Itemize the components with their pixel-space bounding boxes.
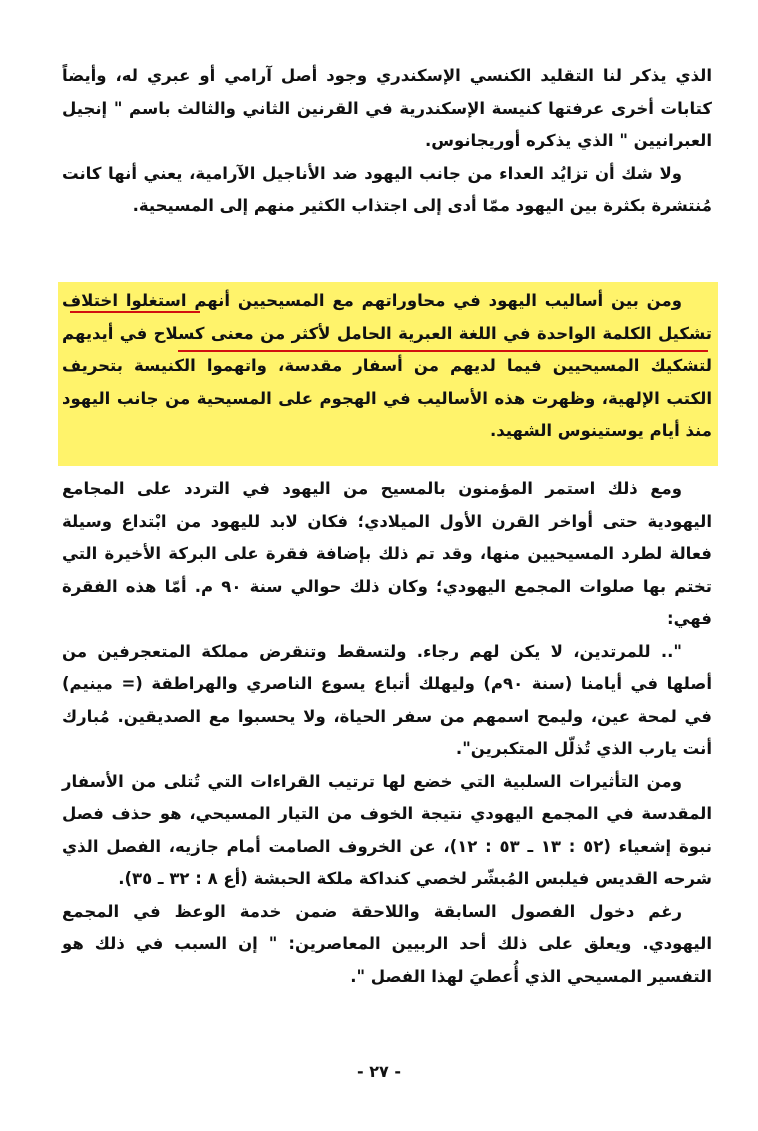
paragraph-3: ومن بين أساليب اليهود في محاوراتهم مع المسيحيين أنهم استغلوا اختلاف تشكيل الكلمة الواحدة في اللغة العبرية الحامل لأكثر من معنى كسلاح في أيديهم لتشكيك المسيحيين فيما لديهم من أسفار مقدسة، واتهموا الكنيسة بتحريف الكتب الإلهية، وظهرت هذه الأساليب في الهجوم على المسيحية من جانب اليهود منذ أيام يوستينوس الشهيد. [62, 291, 712, 440]
paragraph-7: رغم دخول الفصول السابقة واللاحقة ضمن خدمة الوعظ في المجمع اليهودي. ويعلق على ذلك أحد الربيين المعاصرين: " إن السبب في ذلك هو التفسير المسيحي الذي أُعطيَ لهذا الفصل ". [62, 901, 712, 986]
paragraph-6: ومن التأثيرات السلبية التي خضع لها ترتيب القراءات التي تُتلى من الأسفار المقدسة في المجمع اليهودي نتيجة الخوف من التيار المسيحي، هو حذف فصل نبوة إشعياء (٥٢ : ١٣ ـ ٥٣ : ١٢)، عن الخروف الصامت أمام جازيه، الفصل الذي شرحه القديس فيلبس المُبشّر لخصي كنداكة ملكة الحبشة (أع ٨ : ٣٢ ـ ٣٥). [62, 771, 712, 888]
paragraph-1: الذي يذكر لنا التقليد الكنسي الإسكندري وجود أصل آرامي أو عبري له، وأيضاً كتابات أخرى عرفتها كنيسة الإسكندرية في القرنين الثاني والثالث باسم " إنجيل العبرانيين " الذي يذكره أوريجانوس. [62, 66, 712, 150]
paragraph-5: ".. للمرتدين، لا يكن لهم رجاء. ولتسقط وتنقرض مملكة المتعجرفين من أصلها في أيامنا (سنة ٩٠م) وليهلك أتباع يسوع الناصري والهراطقة (= مينيم) في لمحة عين، وليمح اسمهم من سفر الحياة، ولا يحسبوا مع الصديقين. مُبارك أنت يارب الذي تُذلّل المتكبرين". [62, 641, 712, 758]
page-number: - ٢٧ - [357, 1062, 401, 1081]
text-block-bottom [62, 473, 712, 993]
text-block-highlighted [62, 285, 712, 448]
paragraph-2: ولا شك أن تزايُد العداء من جانب اليهود ضد الأناجيل الآرامية، يعني أنها كانت مُنتشرة بكثرة بين اليهود ممّا أدى إلى اجتذاب الكثير منهم إلى المسيحية. [62, 163, 712, 215]
paragraph-4: ومع ذلك استمر المؤمنون بالمسيح من اليهود في التردد على المجامع اليهودية حتى أواخر القرن الأول الميلادي؛ فكان لابد لليهود من ابْتداع وسيلة فعالة لطرد المسيحيين منها، وقد تم ذلك بإضافة فقرة على البركة الأخيرة التي تختم بها صلوات المجمع اليهودي؛ وكان ذلك حوالي سنة ٩٠ م. أمّا هذه الفقرة فهي: [62, 479, 712, 628]
text-block-top [62, 60, 712, 223]
